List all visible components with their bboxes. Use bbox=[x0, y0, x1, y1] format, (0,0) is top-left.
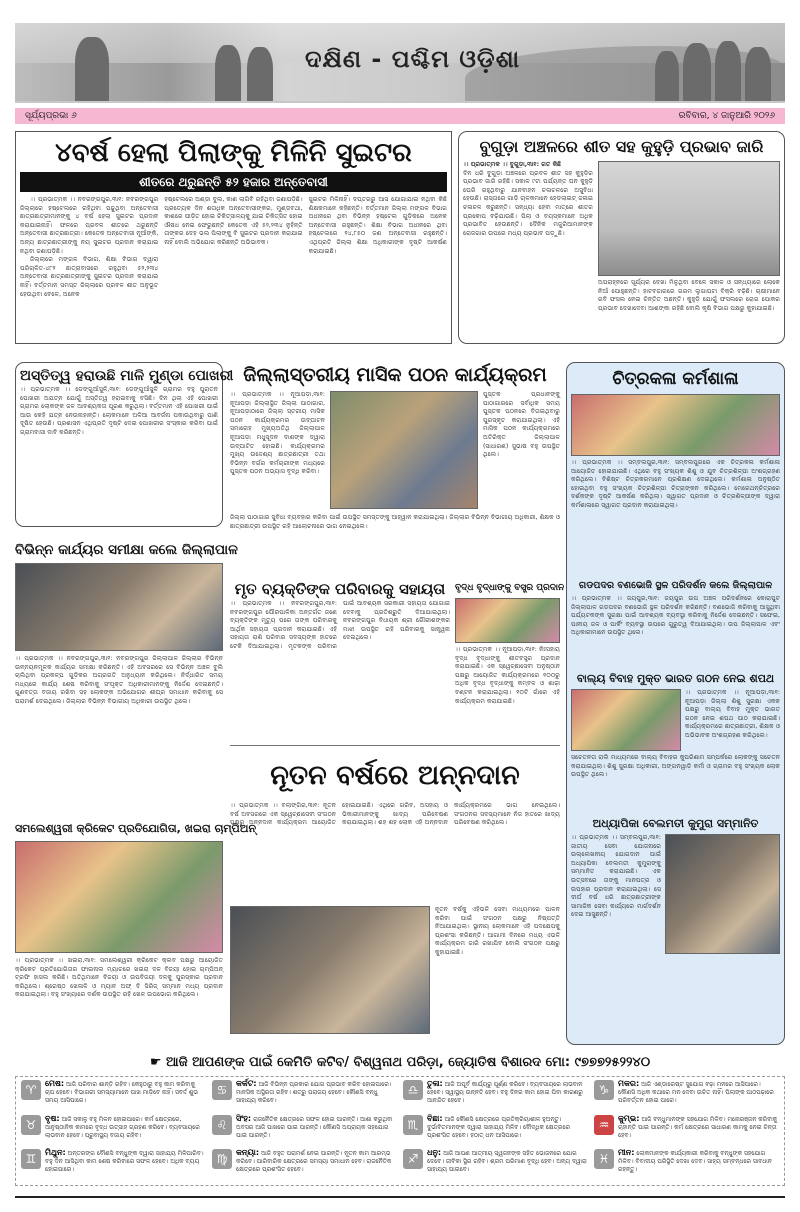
new-year-food-story bbox=[230, 750, 560, 1045]
lead-column-2: ହଷ୍ଟେଲରେ ଅଣ୍ଡା ବୁଲ, କାଣ ଲାଗିବି ରହିଥିବା ଜଣାପଡ଼ିଛି। ପ୍ରତ୍ୟେକ ଦିନ ଶତାଧିକ ଅନ୍ତେବାସୀଙ୍କର, ମୁଣ୍ଡବଥା, କାଶରେ ପୀଡ଼ିତ ହୋଇ ଚିକିତ୍ସାଳୟକୁ ଯାଇ ଚିକିତ୍ସିତ ହୋଇ ଔଷଧ ନେଇ ଫେରୁଛନ୍ତି କେତେକ ଏହି ୫୨,୨୩୪ ନୁହଁନ୍ତି ତାଙ୍କର ଦେହ ଭଲ ପିଲାଙ୍କୁ ବି ସୁଇଟର ପ୍ରଦାନ କରାଯାଇ ନାହିଁ ବୋଲି ଅଭିଯୋଗ କରିଛନ୍ତି ଅଭିଭାବକ। bbox=[164, 196, 303, 246]
lead-story bbox=[15, 131, 452, 344]
horoscope-sign bbox=[21, 1149, 206, 1182]
child-marriage-body: ।। ପ୍ରଭାତ୍ମକ ।। ନୂଆପଡ଼ା,୩ା୧: ନୂଆପଡ଼ା ଜିଲ୍ଲା ଶିଶୁ ସୁରକ୍ଷା ଏକକ ପକ୍ଷରୁ ବାଲ୍ୟ ବିବାହ ମୁକ୍ତ ଭାରତ ଗଠନ ନେଇ ଶପଥ ପାଠ କରାଯାଇଛି। କାର୍ଯ୍ୟକ୍ରମରେ ଛାତ୍ରଛାତ୍ରୀ, ଶିକ୍ଷକ ଓ ଅଭିଭାବକ ଅଂଶଗ୍ରହଣ କରିଥିଲେ। bbox=[685, 689, 780, 739]
masthead-figure-villager bbox=[715, 41, 741, 101]
horoscope-sign bbox=[403, 1149, 588, 1182]
horoscope-heading bbox=[15, 1052, 785, 1074]
sign-text: ଆଜି ଏଣ୍ଡାରେଷ୍ଟ ସୁଯୋଗ ବଢ଼ା ମନରେ ଆସିପାରେ। କୌଣସି ଅଧିକ କଥାରେ ମନ ଦେବା ଉଚିତ ନାହିଁ। ପିଲାଙ୍କ ପାଠପଢ଼ାରେ ପରିବର୍ତ୍ତନ ହୋଇ ପାରେ। bbox=[618, 1081, 774, 1104]
sign-text: ଆଜି ଅପୂର୍ବ କାର୍ଯ୍ୟରୁ ପୂର୍ଣ୍ଣ କରିବେ। ବ୍ୟବସାୟରେ ଲାଭବାନ ହେବେ। ସ୍ୱାସ୍ଥ୍ୟ ଉନ୍ନତି ହେବ। ବହୁ ଦିନର କାମ ହୋଇ ପିବା କାରଣରୁ ଆନନ୍ଦିତ ହେବେ। bbox=[427, 1081, 583, 1104]
sign-name: ମିଥୁନ: bbox=[45, 1148, 66, 1158]
page-bottom-rule bbox=[15, 1196, 785, 1198]
pond-headline: ଅସ୍ତିତ୍ୱ ହରାଉଛି ମାଳି ମୁଣ୍ଡା ପୋଖରୀ bbox=[20, 368, 234, 384]
food-body: ।। ପ୍ରଭାତ୍ମକ ।। ବଲାଙ୍ଗିର,୩ା୧: ନୂତନ ବର୍ଷ ଅବସରରେ ଏକ ସ୍ୱେଚ୍ଛାସେବୀ ସଂଗଠନ ପକ୍ଷରୁ ଅନ୍ନଦାନ କାର୍ଯ୍ୟକ୍ରମ ଆୟୋଜିତ ହୋଇଯାଇଛି। ଏଥିରେ ଗରିବ, ଅସହାୟ ଓ ଭିକାରୀମାନଙ୍କୁ ଖାଦ୍ୟ ପରିବେଷଣ କରାଯାଇଥିଲା। ଶହ ଶହ ଲୋକ ଏହି ଅନ୍ନଦାନ କାର୍ଯ୍ୟକ୍ରମରେ ଭାଗ ନେଇଥିଲେ। ସଂଗଠନର ସଦସ୍ୟମାନେ ନିଜ ହାତରେ ଖାଦ୍ୟ ପରିବେଷଣ କରିଥିଲେ। bbox=[230, 802, 560, 827]
horoscope-sign bbox=[212, 1115, 397, 1148]
family-aid-story bbox=[230, 578, 450, 738]
crab-icon: ♋ bbox=[212, 1080, 232, 1100]
sign-name: ଧନୁ: bbox=[427, 1148, 442, 1158]
aid-headline: ମୃତ ବ୍ୟକ୍ତିଙ୍କ ପରିବାରକୁ ସହାୟତା bbox=[234, 580, 446, 598]
fog-headline: ବୁଗୁଡ଼ା ଅଞ୍ଚଳରେ ଶୀତ ସହ କୁହୁଡ଼ି ପ୍ରଭାବ ଜାରି bbox=[479, 137, 764, 156]
sign-name: ସିଂହ: bbox=[236, 1113, 252, 1123]
elderly-group-photo bbox=[455, 598, 560, 643]
edition-label: ସୂର୍ଯ୍ୟପ୍ରଭା ୬ bbox=[25, 111, 77, 121]
horoscope-sign bbox=[212, 1080, 397, 1113]
sign-text: ଆଜି ସକାଳୁ ବହୁ ମିଳନ ହୋଇପାରେ। କର୍ମ କ୍ଷେତ୍ରରେ, ଆନୁଷ୍ଠାନିକ କାମରେ ବୃଦ୍ଧ ଉତ୍ସାହ ଗ୍ରହଣ କରିବେ। ବ୍ୟବସାୟରେ ଲାଭବାନ ହେବେ। ପ୍ରୁବାସ୍ଥ୍ୟ ବଜାୟ ରହିବ। bbox=[45, 1115, 200, 1139]
cricket-trophy-photo bbox=[15, 841, 223, 953]
teacher-headline: ଅଧ୍ୟାପିକା ବେଲମତୀ କୁମୁରା ସମ୍ମାନିତ bbox=[592, 817, 759, 830]
reading-program-story bbox=[230, 362, 560, 567]
water-bearer-icon: ♒ bbox=[594, 1115, 614, 1135]
horoscope-sign bbox=[403, 1115, 588, 1148]
aid-body: ।। ପ୍ରଭାତ୍ମକ ।। ନବରଙ୍ଗପୁର,୩ା୧: ନବରଙ୍ଗପୁର ପୌରପାଳିକା ଅନ୍ତର୍ଗତ ଜଣେ ବ୍ୟକ୍ତିଙ୍କ ମୃତ୍ୟୁ ପରେ ତାଙ୍କ ପରିବାରକୁ ଆର୍ଥିକ ସହାୟତା ପ୍ରଦାନ କରାଯାଇଛି। ଏହି ସହାୟତା ରାଶି ପରିବାର ସଦସ୍ୟଙ୍କ ହାତରେ ଟେକି ଦିଆଯାଇଥିଲା। ମୃତକଙ୍କ ପରିବାର ପାଇଁ ଆବଶ୍ୟକ ସରକାରୀ ସହାୟତା ଯୋଗାଇ ଦେବାକୁ ପ୍ରତିଶ୍ରୁତି ଦିଆଯାଇଥିଲା। ନବରଙ୍ଗପୁର ବିଧାୟକ ଶ୍ରୀ ଗୌରୀଶଙ୍କର ମାଝୀ ଉପସ୍ଥିତ ରହି ପରିବାରକୁ ସାନ୍ତ୍ୱନା ଦେଇଥିଲେ। bbox=[230, 600, 450, 650]
horoscope-sign bbox=[594, 1115, 779, 1148]
lead-column-3: ସୁଇଟର ମିଳିନାହିଁ। ଦପ୍ତରରୁ ଆସ ଯୋଗାଯାଇ ନଥିବା କିଛି ଶିକ୍ଷକମାନେ କହିଛନ୍ତି। ବର୍ତ୍ତମାନ ଜିଲ୍ଲା ମଙ୍ଗଳ ବିଭାଗ ଅଧୀନରେ ଥିବା ବିଭିନ୍ନ ହଷ୍ଟେଲ ଗୁଡ଼ିକରେ ଅନେକ ଅନ୍ତେବାସୀ ରହୁଛନ୍ତି। ଶିକ୍ଷା ବିଭାଗ ଅଧୀନରେ ଥିବା ହଷ୍ଟେଲରେ ୧୪,୮୫୦ ଜଣ ଅନ୍ତେବାସୀ ରହୁଛନ୍ତି। ଏଥିପ୍ରତି ଜିଲ୍ଲା ଶିକ୍ଷା ଅଧିକାରୀଙ୍କ ଦୃଷ୍ଟି ଆକର୍ଷଣ କରାଯାଇଛି। bbox=[308, 196, 447, 255]
child-marriage-body-bottom: ସଚେତନତା ରାଲି ମାଧ୍ୟମରେ ବାଲ୍ୟ ବିବାହର କୁପରିଣାମ ସମ୍ପର୍କରେ ଲୋକଙ୍କୁ ସଚେତନ କରାଯାଇଥିଲା। ଶିଶୁ ସୁରକ୍ଷା ଅଧିକାରୀ, ଅଙ୍ଗନୱାଡ଼ି କର୍ମୀ ଓ ଗ୍ରାମର ବହୁ ସଂଖ୍ୟକ ଲୋକ ଉପସ୍ଥିତ ଥିଲେ। bbox=[571, 754, 780, 779]
fog-dateline: ।। ପ୍ରଭାତ୍ମକ ।। ବୁଗୁଡ଼ା,୩ା୧: ଗତ କିଛି bbox=[463, 161, 562, 168]
horoscope-sign bbox=[21, 1115, 206, 1148]
reading-body-left: ।। ପ୍ରଭାତ୍ମକ ।। ନୂଆପଡ଼ା,୩ା୧: ନୂଆପଡ଼ା ଜିଲ୍ଲାସ୍ଥିତ ଜିଲ୍ଲା ପାଠାଗାର, ନୂଆପଡ଼ାଠାରେ ଜିଲ୍ଲା ସ୍ତରୀୟ ମାସିକ ପଠନ କାର୍ଯ୍ୟକ୍ରମର ଉଦ୍‌ଘାଟନ ସମାରୋହ ମୁଖ୍ୟଅତିଥି ଜିଲ୍ଲାପାଳ ନୂଆପଡ଼ା ମଧୁସୂଦନ ଦାଶଙ୍କ ଦ୍ୱାରା ଉଦ୍‌ଘାଟିତ ହୋଇଛି। କାର୍ଯ୍ୟକ୍ରମର ମୁଖ୍ୟ ଉଦ୍ଦେଶ୍ୟ ଛାତ୍ରଛାତ୍ରୀ ତଥା ବିଭିନ୍ନ ବର୍ଗର କର୍ମଚାରୀଙ୍କ ମଧ୍ୟରେ ପୁସ୍ତକ ପଠନ ଅଭ୍ୟାସ ବୃଦ୍ଧି କରିବା। bbox=[230, 391, 325, 476]
right-news-panel bbox=[566, 362, 785, 1045]
masthead-figure-villager bbox=[655, 51, 679, 101]
horoscope-sign bbox=[212, 1149, 397, 1182]
sign-text: ଆଜି ଆପଣ ଆତ୍ମୀୟ ସ୍ୱଜନଙ୍କ ସହିତ ଭୋଜନରେ ଯୋଗ ଦେବେ। ଜୀବିକା ସ୍ଥିର ରହିବ। ଶ୍ରମ ପରିମାଣ ବୃଦ୍ଧି ହେବ। ଅନ୍ୟ ଦ୍ୱାରା ସାହାଯ୍ୟ ପାଇବେ। bbox=[427, 1150, 587, 1174]
archer-icon: ♐ bbox=[403, 1149, 423, 1169]
reading-body-bottom: ଜିଲ୍ଲା ପାଠାଗାର ସୁବିଧା ବ୍ୟବହାର କରିବା ପାଇଁ ଉପସ୍ଥିତ ସମସ୍ତଙ୍କୁ ଆହ୍ୱାନ କରାଯାଇଥିଲା। ଜିଲ୍ଲାର ବିଭିନ୍ନ ବିଭାଗୀୟ ଅଧିକାରୀ, ଶିକ୍ଷକ ଓ ଛାତ୍ରଛାତ୍ରୀ ଉପସ୍ଥିତ ରହି ଆଲୋଚନାରେ ଭାଗ ନେଇଥିଲେ। bbox=[230, 514, 560, 530]
pond-body: ।। ପ୍ରଭାତ୍ମକ ।। ଡେଙ୍ଗୁଆଁସୁଳି,୩ା୧: ଡେଙ୍ଗୁଆଁସୁଳି ଗ୍ରାମର ବହୁ ପୁରାତନ ପୋଖରୀ ଅଯତ୍ନ ଯୋଗୁଁ ଅସ୍ତିତ୍ୱ ହରାଇବାକୁ ବସିଛି। ଦିନ ଥିଲା ଏହି ପୋଖରୀ ଗ୍ରାମର ଲୋକଙ୍କ ଜଳ ଆବଶ୍ୟକତା ପୂରଣ କରୁଥିଲା। ବର୍ତ୍ତମାନ ଏହି ପୋଖରୀ ପାଇଁ ଆଉ କେହି ଯତ୍ନ ନେଉନାହାନ୍ତି। ଲୋକମାନେ ଅଳିଆ ଆବର୍ଜନା ପକାଉଥିବାରୁ ପାଣି ଦୂଷିତ ହେଉଛି। ପ୍ରଶାସନ ଏଥିପ୍ରତି ଦୃଷ୍ଟି ଦେଇ ପୋଖରୀର ସଂସ୍କାର କରିବା ପାଇଁ ଗ୍ରାମବାସୀ ଦାବି କରିଛନ୍ତି। bbox=[20, 386, 218, 436]
cricket-body: ।। ପ୍ରଭାତ୍ମକ ।। ଖଇରା,୩ା୧: ସମଲେଶ୍ୱରୀ କ୍ରିକେଟ କ୍ଲବ ପକ୍ଷରୁ ଆୟୋଜିତ କ୍ରିକେଟ ପ୍ରତିଯୋଗିତାର ଫାଇନାଲ ମ୍ୟାଚରେ ଖଇରା ଦଳ ବିଜୟୀ ହୋଇ ଚାମ୍ପିଅନ୍ ଟ୍ରଫି ହାସଲ କରିଛି। ଅତିଥିମାନେ ବିଜୟୀ ଓ ଉପବିଜୟୀ ଦଳକୁ ପୁରସ୍କାର ପ୍ରଦାନ କରିଥିଲେ। ଶ୍ରେଷ୍ଠ ଖେଳାଳି ଓ ମ୍ୟାନ ଅଫ୍ ଦି ସିରିଜ୍ ସମ୍ମାନ ମଧ୍ୟ ପ୍ରଦାନ କରାଯାଇଥିଲା। ବହୁ ସଂଖ୍ୟାରେ ଦର୍ଶକ ଉପସ୍ଥିତ ରହି ଖେଳ ଉପଭୋଗ କରିଥିଲେ। bbox=[15, 957, 223, 999]
teacher-body: ।। ପ୍ରଭାତ୍ମକ ।। ସମ୍ବଲପୁର,୩ା୧: ଜାତୀୟ ସେବା ଯୋଜନାରେ ଉଲ୍ଲେଖନୀୟ ଯୋଗଦାନ ପାଇଁ ଅଧ୍ୟାପିକା ବେଲମତୀ କୁମୁରାଙ୍କୁ ସମ୍ମାନିତ କରାଯାଇଛି। ଏକ ଉତ୍ସବରେ ତାଙ୍କୁ ମାନପତ୍ର ଓ ଉପହାର ପ୍ରଦାନ କରାଯାଇଥିଲା। ସେ ଦୀର୍ଘ ବର୍ଷ ଧରି ଛାତ୍ରଛାତ୍ରୀଙ୍କ ସାମାଜିକ ସେବା କାର୍ଯ୍ୟରେ ମାର୍ଗଦର୍ଶନ ଦେଇ ଆସୁଛନ୍ତି। bbox=[571, 834, 661, 919]
masthead-figure-woman bbox=[75, 37, 109, 101]
pond-story bbox=[15, 362, 234, 527]
pointing-hand-icon: ☛ bbox=[149, 1055, 166, 1070]
horoscope-grid bbox=[15, 1076, 785, 1186]
horoscope-sign bbox=[594, 1080, 779, 1113]
masthead-title: ଦକ୍ଷିଣ - ପଶ୍ଚିମ ଓଡ଼ିଶା bbox=[305, 45, 521, 73]
section-divider bbox=[230, 745, 560, 746]
reading-body-right: ପୁସ୍ତକ ପ୍ରଧାନଙ୍କୁ ପାଠାଗାରରେ ସର୍ବାଧିକ ସମୟ ପୁସ୍ତକ ପଠନରେ ବିତାଇଥିବାରୁ ପୁରସ୍କୃତ କରାଯାଇଥିଲା। ଏହି ମାସିକ ପଠନ କାର୍ଯ୍ୟକ୍ରମରେ ଅତିରିକ୍ତ ଜିଲ୍ଲାପାଳ (ସାଧାରଣ) ସୁଭାଷ ବହୁ ଉପସ୍ଥିତ ଥିଲେ। bbox=[483, 391, 560, 459]
sign-text: ଆଜି ବିଭିନ୍ନ ପ୍ରକାର ଯୋଗ ପ୍ରଭାବ କରିବ ହୋଇପାରେ। ମାନସିକ ଅସ୍ଥିରତା ରହିବ। ଶତ୍ରୁ ପରାଜୟ ହେବେ। କୌଣସି ବନ୍ଧୁ ସାହାଯ୍ୟ କରିବେ। bbox=[236, 1081, 392, 1104]
sign-name: ମୀନ: bbox=[618, 1148, 635, 1158]
picnic-body: ।। ପ୍ରଭାତ୍ମକ ।। ଜୟପୁର,୩ା୧: ଜୟପୁର ଉପ ଅଞ୍ଚଳ ପରିଦର୍ଶନରେ କୋରାପୁଟ ଜିଲ୍ଲାପାଳ ଗଡପଦର ବଣଭୋଜି ସ୍ଥଳ ପରିଦର୍ଶନ କରିଛନ୍ତି। ବଣଭୋଜି କରିବାକୁ ଆସୁଥିବା ପର୍ଯ୍ୟଟକଙ୍କ ସୁରକ୍ଷା ପାଇଁ ଆବଶ୍ୟକ ବ୍ୟବସ୍ଥା କରିବାକୁ ନିର୍ଦ୍ଦେଶ ଦେଇଛନ୍ତି। ସଫେଇ, ପାନୀୟ ଜଳ ଓ ପାର୍କିଂ ବ୍ୟବସ୍ଥା ଉପରେ ଗୁରୁତ୍ୱ ଦିଆଯାଇଥିଲା। ଉପ ଜିଲ୍ଲାପାଳ ଏବଂ ଅଧିକାରୀମାନେ ଉପସ୍ଥିତ ଥିଲେ। bbox=[571, 595, 780, 637]
sign-name: ମକର: bbox=[618, 1079, 640, 1088]
sign-name: ମେଷ: bbox=[45, 1079, 65, 1088]
date-bar bbox=[15, 108, 785, 124]
sign-name: କର୍କଟ: bbox=[236, 1079, 257, 1088]
fog-story bbox=[458, 131, 785, 344]
horoscope-sign bbox=[403, 1080, 588, 1113]
sign-name: ତୁଳା: bbox=[427, 1079, 443, 1088]
art-workshop-photo bbox=[571, 394, 780, 456]
masthead-banner bbox=[15, 23, 785, 103]
collector-review-story bbox=[15, 540, 238, 810]
reading-headline: ଜିଲ୍ଲାସ୍ତରୀୟ ମାସିକ ପଠନ କାର୍ଯ୍ୟକ୍ରମ bbox=[243, 364, 547, 386]
cricket-story bbox=[15, 820, 257, 1045]
elderly-headline: ବୃଦ୍ଧ ବୃଦ୍ଧାଙ୍କୁ ବସ୍ତ୍ର ପ୍ରଦାନ bbox=[455, 583, 565, 593]
paragraph: ଜିଲ୍ଲାରେ ମଙ୍ଗଳ ବିଭାଗ, ଶିକ୍ଷା ବିଭାଗ ଦ୍ୱାରା ପରିଚାଳିତ-୪୮୨ ଛାତ୍ରାବାସରେ ରହୁଥିବା ୫୨,୨୩୪ ଅନ୍ତେବାସୀ ଛାତ୍ରଛାତ୍ରୀଙ୍କୁ ସୁଇଟର ପ୍ରଦାନ କରାଯାଇ ନାହିଁ। ବର୍ତ୍ତମାନ ସମସ୍ତ ଜିଲ୍ଲାରେ ପ୍ରବଳ ଶୀତ ଅନୁଭୂତ ହେଉଥିବା ବେଳେ, ଅନେକ bbox=[20, 256, 159, 298]
sign-text: ଆଜି ବନ୍ଧୁମାନଙ୍କ ସହଯୋଗ ମିଳିବ। ମନୋରଞ୍ଜନ କରିବାକୁ ଚାହାନ୍ତି ପାଇ ପାରନ୍ତି। କର୍ମ କ୍ଷେତ୍ରରେ ସାଧାରଣ କାମକୁ ନେଇ ଚିନ୍ତା ହେବ। bbox=[618, 1115, 778, 1139]
scales-icon: ♎ bbox=[403, 1080, 423, 1100]
review-photo bbox=[15, 563, 223, 651]
masthead-figure-villager bbox=[683, 43, 711, 101]
food-distribution-photo bbox=[230, 906, 430, 1034]
sign-text: ଅନ୍ତରଙ୍ଗ ବୌଣସି ବନ୍ଧୁଙ୍କ ଦ୍ୱାରା ସାହାଯ୍ୟ ମିଳିପାରିବ। ବହୁ ଦିନ ଆସିଥିବା କାମ ଶେଷ କରିବାରେ ସଫଳ ହେବେ। ଅଧିକ ବ୍ୟୟ ହୋଇପାରେ। bbox=[45, 1150, 204, 1174]
masthead-figure-water-carrier bbox=[247, 47, 273, 101]
sign-text: ଆଜି ପରିବାର ଶାନ୍ତି ରହିବ। କେହୁଠାରୁ ବହୁ କାମ କରିବାକୁ ଚାପ ହେବେ। ବିଭାଗରୀ ସମସ୍ୟାମାନେ ପାଖ ମାଡ଼ିବେ ନାହିଁ। ସବର୍ଦ୍ଦ ଶୁଭ ସମୟ ଆସିପାରେ। bbox=[45, 1081, 198, 1104]
fog-body-continued: ଅପରାହ୍ନରେ ସୂର୍ଯ୍ୟର ଦେଖା ମିଳୁଥିବା ବେଳେ ସକାଳ ଓ ସନ୍ଧ୍ୟାରେ ଲୋକେ ନିଆଁ ପୋହୁଛନ୍ତି। ହାଟବଜାରରେ ଗରମ ଲୁଗାପଟା ବିକ୍ରି ବଢ଼ିଛି। ଚାଷୀମାନେ ରବି ଫସଲ ନେଇ ଚିନ୍ତିତ ଅଛନ୍ତି। କୁହୁଡ଼ି ଯୋଗୁଁ ଫସଲରେ ରୋଗ ପୋକର ପ୍ରଭାବ ଦେଖାଦେବା ଆଶଙ୍କା ରହିଛି ବୋଲି କୃଷି ବିଭାଗ ପକ୍ଷରୁ କୁହାଯାଇଛି। bbox=[598, 279, 780, 312]
child-marriage-headline: ବାଲ୍ୟ ବିବାହ ମୁକ୍ତ ଭାରତ ଗଠନ ନେଇ ଶପଥ bbox=[576, 672, 775, 685]
elderly-clothes-story bbox=[455, 578, 565, 738]
lead-subheadline: ଶୀତରେ ଥରୁଛନ୍ତି ୫୨ ହଜାର ଅନ୍ତେବାସୀ bbox=[20, 172, 447, 192]
bull-icon: ♉ bbox=[21, 1115, 41, 1135]
elderly-body: ।। ପ୍ରଭାତ୍ମକ ।। ନୂଆପଡ଼ା,୩ା୧: ନିଃସହାୟ ବୃଦ୍ଧ ବୃଦ୍ଧାଙ୍କୁ ଶୀତବସ୍ତ୍ର ପ୍ରଦାନ କରାଯାଇଛି। ଏକ ସ୍ୱେଚ୍ଛାସେବୀ ଅନୁଷ୍ଠାନ ପକ୍ଷରୁ ଆୟୋଜିତ କାର୍ଯ୍ୟକ୍ରମରେ ୧୦୦ରୁ ଅଧିକ ବୃଦ୍ଧ ବୃଦ୍ଧାଙ୍କୁ କମ୍ବଳ ଓ ଶାଢ଼ୀ ବଣ୍ଟନ କରାଯାଇଥିଲା। ୧୦ଟି ଗାଁରେ ଏହି କାର୍ଯ୍ୟକ୍ରମ କରାଯାଇଛି। bbox=[455, 646, 560, 705]
sign-name: ବୃଷ: bbox=[45, 1113, 60, 1123]
paragraph: ।। ପ୍ରଭାତ୍ମକ ।। ନବରଙ୍ଗପୁର,୩ା୧: ନବରଙ୍ଗପୁର ଜିଲ୍ଲାରେ ହଷ୍ଟେଲରେ ରହିଥିବା ପଢୁଥିବା ଅନ୍ତେବାସୀ ଛାତ୍ରଛାତ୍ରୀମାନଙ୍କୁ ୪ ବର୍ଷ ହେଲା ସୁଇଟର ପ୍ରଦାନ କରାଯାଇନାହିଁ। ଫଳରେ ପ୍ରବଳ ଶୀତରେ ଥରୁଛନ୍ତି ଅନ୍ତେବାସୀ ଛାତ୍ରଛାତ୍ରୀ। କେତେକ ଅନ୍ତେବାସୀ ନୂଆଁଙ୍କି, ଅନ୍ୟ ଛାତ୍ରଛାତ୍ରୀଙ୍କୁ ନୟ ସୁଇଟର ପ୍ରଦାନ କରାଯାଇ ନଥିବା ଜଣାପଡ଼ିଛି। bbox=[20, 196, 159, 255]
lion-icon: ♌ bbox=[212, 1115, 232, 1135]
sign-text: ଆଜି କୌଣସି କ୍ଷେତ୍ରରେ ପ୍ରତିକ୍ରିୟାଶୀଳ ହୁଅନ୍ତୁ। ଦୁର୍ଭାବିତମାନଙ୍କ ଦ୍ୱାରା ସାହାଯ୍ୟ ମିଳିବ। ବୌଦ୍ଧିକ କ୍ଷେତ୍ରରେ ପ୍ରଶଂସିତ ହେବେ। ହଠାତ୍ ଧନ ଆସିପାରେ। bbox=[427, 1115, 571, 1139]
goat-icon: ♑ bbox=[594, 1080, 614, 1100]
horoscope-heading-text: ଆଜି ଆପଣଙ୍କ ପାଇଁ କେମିତି କଟିବ/ ବିଶ୍ୱନାଥ ପରିଡ଼ା, ଜ୍ୟୋତିଷ ବିଶାରଦ ମୋ: ୯୭୭୭୨୫୨୨୪୦ bbox=[166, 1055, 651, 1070]
review-headline: ବିଭିନ୍ନ କାର୍ଯ୍ୟର ସମୀକ୍ଷା କଲେ ଜିଲ୍ଲାପାଳ bbox=[15, 542, 238, 558]
art-body: ।। ପ୍ରଭାତ୍ମକ ।। ସମ୍ବଲପୁର,୩ା୧: ସମ୍ବଲପୁରରେ ଏକ ଚିତ୍ରକଳା କର୍ମଶାଳା ଆୟୋଜିତ ହୋଇଯାଇଛି। ଏଥିରେ ବହୁ ସଂଖ୍ୟକ ଶିଶୁ ଓ ଯୁବ ଚିତ୍ରଶିଳ୍ପୀ ଅଂଶଗ୍ରହଣ କରିଥିଲେ। ବିଶିଷ୍ଟ ଚିତ୍ରକରମାନେ ପ୍ରଶିକ୍ଷଣ ଦେଇଥିଲେ। କର୍ମଶାଳା ଅନୁଷ୍ଠିତ ହୋଇଥିବା ବହୁ ସଂଖ୍ୟକ ଚିତ୍ରଶିଳ୍ପୀ ଚିତ୍ରାଙ୍କନ କରିଥିଲେ। ମେରେଥନ୍‌ଚିତ୍ରରେ ଦର୍ଶକଙ୍କ ଦୃଷ୍ଟି ଆକର୍ଷଣ କରିଥିଲା। ସ୍ୱାଗତ ପ୍ରଦାନ ଓ ଚିତ୍ରଶିଳ୍ପୀଙ୍କ ଦ୍ୱାରା କର୍ମଶାଳାରେ ସ୍ୱାଗତ ପ୍ରଦାନ କରାଯାଇଥିଲା। bbox=[571, 459, 780, 509]
fog-body: ଦିନ ଧରି ବୁଗୁଡ଼ା ଅଞ୍ଚଳରେ ପ୍ରବଳ ଶୀତ ସହ କୁହୁଡ଼ିର ପ୍ରଭାବ ଜାରି ରହିଛି। ସକାଳ ୯ଟା ପର୍ଯ୍ୟନ୍ତ ଘନ କୁହୁଡ଼ି ଘେରି ରହୁଥିବାରୁ ଯାନବାହନ ଚଳାଚଳରେ ଅସୁବିଧା ହେଉଛି। ରାସ୍ତାରେ ଗାଡ଼ି ଚାଳକମାନେ ହେଡଲାଇଟ୍ ଜଳାଇ ଚଳାଚଳ କରୁଛନ୍ତି। ସନ୍ଧ୍ୟା ହେବା ମାତ୍ରେ ଶୀତର ପ୍ରକୋପ ବଢ଼ିଯାଉଛି। ପିଲା ଓ ବୟସ୍କମାନେ ଅଧିକ ପ୍ରଭାବିତ ହେଉଛନ୍ତି। ଦୈନିକ ମଜୁରିଆମାନଙ୍କ ରୋଜଗାର ଉପରେ ମଧ୍ୟ ପ୍ରଭାବ ପଡ଼ୁଛି। bbox=[463, 169, 593, 237]
horoscope-sign bbox=[594, 1149, 779, 1182]
sign-name: କନ୍ୟା: bbox=[236, 1148, 260, 1158]
review-body: ।। ପ୍ରଭାତ୍ମକ ।। ନବରଙ୍ଗପୁର,୩ା୧: ନବରଙ୍ଗପୁର ଜିଲ୍ଲାପାଳ ଜିଲ୍ଲାର ବିଭିନ୍ନ ଉନ୍ନୟନମୂଳକ କାର୍ଯ୍ୟର ସମୀକ୍ଷା କରିଛନ୍ତି। ଏହି ଅବସରରେ ସେ ବିଭିନ୍ନ ଅଞ୍ଚଳ ବୁଲି ଚାଲିଥିବା ପ୍ରକଳ୍ପ ଗୁଡ଼ିକର ଅଗ୍ରଗତି ଅନୁଧ୍ୟାନ କରିଥିଲେ। ନିର୍ଦ୍ଧାରିତ ସମୟ ମଧ୍ୟରେ କାର୍ଯ୍ୟ ଶେଷ କରିବାକୁ ସଂପୃକ୍ତ ଅଧିକାରୀମାନଙ୍କୁ ନିର୍ଦ୍ଦେଶ ଦେଇଛନ୍ତି। ଗୁଣବତ୍ତା ବଜାୟ ରଖିବା ସହ ଲୋକଙ୍କ ଅଭିଯୋଗର ଶୀଘ୍ର ସମାଧାନ କରିବାକୁ ସେ ପରାମର୍ଶ ଦେଇଥିଲେ। ଜିଲ୍ଲାର ବିଭିନ୍ନ ବିଭାଗୀୟ ଅଧିକାରୀ ଉପସ୍ଥିତ ଥିଲେ। bbox=[15, 655, 223, 705]
food-body-right: ନୂତନ ବର୍ଷକୁ ଏହିଭଳି ସେବା ମାଧ୍ୟମରେ ପାଳନ କରିବା ପାଇଁ ସଂଗଠନ ପକ୍ଷରୁ ନିଷ୍ପତ୍ତି ନିଆଯାଇଥିଲା। ସ୍ଥାନୀୟ ଲୋକମାନେ ଏହି ପଦକ୍ଷେପକୁ ପ୍ରଶଂସା କରିଛନ୍ତି। ଆଗାମୀ ଦିନରେ ମଧ୍ୟ ଏଭଳି କାର୍ଯ୍ୟକ୍ରମ ଜାରି ରଖାଯିବ ବୋଲି ସଂଗଠନ ପକ୍ଷରୁ କୁହାଯାଇଛି। bbox=[435, 906, 560, 956]
twins-icon: ♊ bbox=[21, 1149, 41, 1169]
ram-icon: ♈ bbox=[21, 1080, 41, 1100]
maiden-icon: ♍ bbox=[212, 1149, 232, 1169]
sign-name: ବିଛା: bbox=[427, 1113, 443, 1123]
fish-icon: ♓ bbox=[594, 1149, 614, 1169]
lead-column-1 bbox=[20, 196, 158, 341]
fog-road-photo bbox=[598, 161, 780, 276]
art-headline: ଚିତ୍ରକଳା କର୍ମଶାଳା bbox=[612, 369, 739, 389]
picnic-headline: ଗଡପଦର ବଣଭୋଜି ସ୍ଥଳ ପରିଦର୍ଶନ କଲେ ଜିଲ୍ଲାପାଳ bbox=[578, 580, 773, 591]
child-marriage-pledge-photo bbox=[571, 689, 681, 751]
horoscope-sign bbox=[21, 1080, 206, 1113]
sign-name: କୁମ୍ଭ: bbox=[618, 1113, 640, 1123]
sign-text: ଆଜି ବହୁତ ପରାମର୍ଶ ନେଇ ପାରନ୍ତି। ନୂତନ କାମ ଆରମ୍ଭ କରିବେ। ପାରିବାରିକ କ୍ଷେତ୍ରରେ ସମସ୍ୟା ସମାଧାନ ହେବ। ରାଜନୈତିକ କ୍ଷେତ୍ରରେ ପ୍ରଶଂସିତ ହେବେ। bbox=[236, 1150, 392, 1174]
sign-text: ଲୋକମାନଙ୍କ କାର୍ଯ୍ୟକାରୀ କରିବାକୁ ବନ୍ଧୁଙ୍କ ସହଯୋଗ ମିଳିବ। ବିବାଦୀୟ ପରିସ୍ଥିତି ଦେଖା ଦେବ। ସାହ୍ୟ ସମ୍ବନ୍ଧରେ ସାବଧାନ ରହନ୍ତୁ। bbox=[618, 1150, 772, 1174]
masthead-figure-villager bbox=[745, 47, 771, 101]
lead-headline: ୪ବର୍ଷ ହେଲା ପିଲାଙ୍କୁ ମିଳିନି ସୁଇଟର bbox=[55, 138, 412, 168]
sign-text: ରାଜନୈତିକ କ୍ଷେତ୍ରରେ ସଫଳ ହୋଇ ପାରନ୍ତି। ଆଶା କରୁଥିବା ଅବସର ଆଜି ପାଖରେ ପାଇ ପାରନ୍ତି। କୌଣସି ଅପ୍ରାୟକ ସହଯୋଗ ପାଇ ପାରନ୍ତି। bbox=[236, 1115, 393, 1139]
issue-date: ରବିବାର, ୪ ଜାନୁଆରି ୨୦୨୬ bbox=[678, 111, 775, 121]
food-headline: ନୂତନ ବର୍ଷରେ ଅନ୍ନଦାନ bbox=[270, 760, 520, 791]
masthead-figure-water-carrier bbox=[215, 45, 241, 101]
reading-award-photo bbox=[330, 391, 478, 509]
scorpion-icon: ♏ bbox=[403, 1115, 423, 1135]
teacher-award-photo bbox=[665, 834, 780, 954]
cricket-headline: ସମଲେଶ୍ୱରୀ କ୍ରିକେଟ ପ୍ରତିଯୋଗିତା, ଖଇରା ଚାମ୍ପିଅନ୍ bbox=[15, 822, 257, 835]
